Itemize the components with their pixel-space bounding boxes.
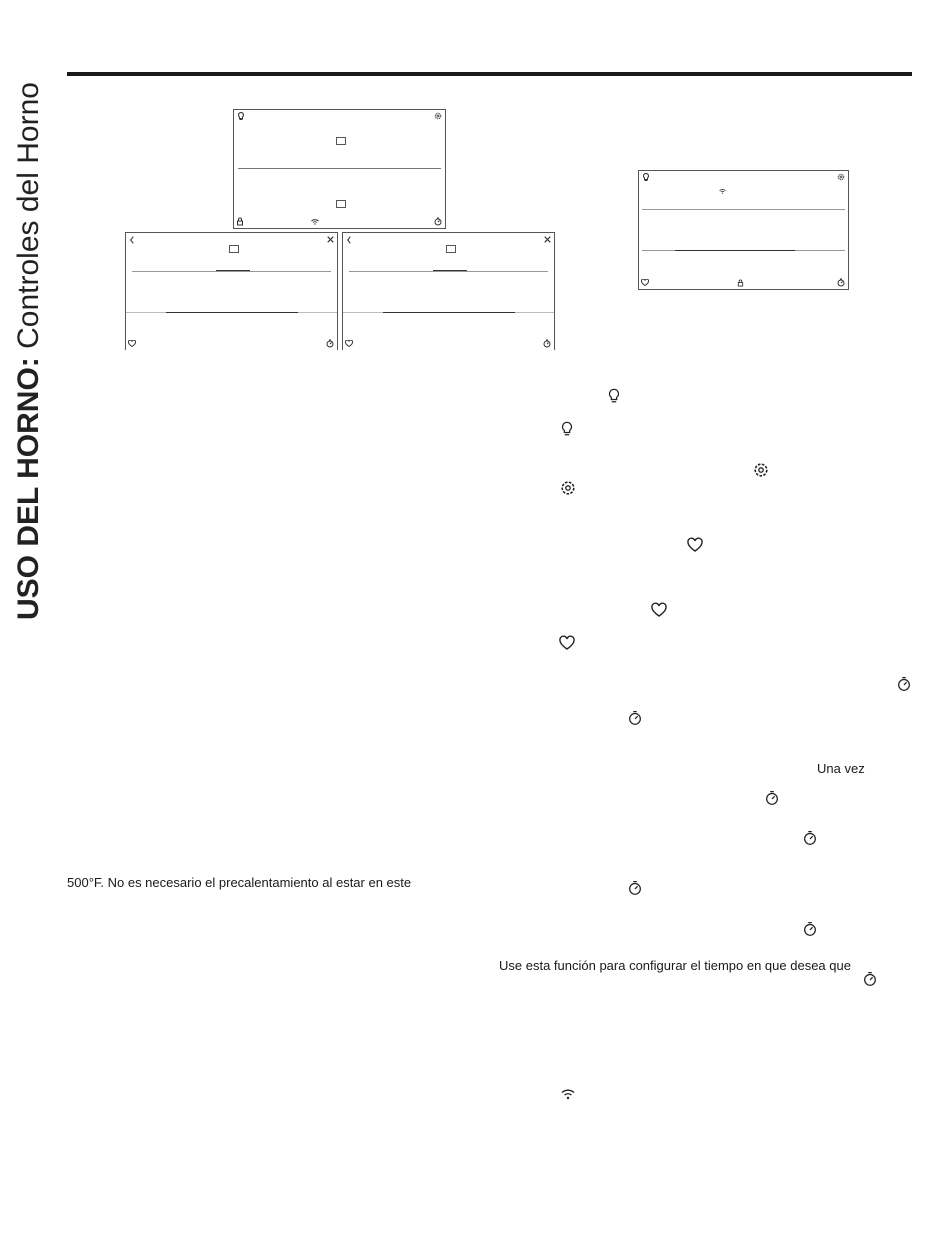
timer-icon: [802, 830, 818, 846]
lightbulb-icon: [606, 388, 622, 404]
lightbulb-icon[interactable]: [237, 112, 245, 121]
wifi-icon: [560, 1086, 576, 1102]
lightbulb-icon: [559, 421, 575, 437]
timer-icon[interactable]: [326, 339, 334, 348]
upper-oven-icon[interactable]: [336, 137, 346, 145]
screen-lower-oven: [342, 232, 555, 350]
divider: [238, 168, 441, 169]
slider-track[interactable]: [383, 312, 515, 313]
timer-icon: [896, 676, 912, 692]
heart-icon[interactable]: [641, 279, 649, 286]
timer-icon: [764, 790, 780, 806]
gear-icon[interactable]: [434, 112, 442, 120]
gear-icon[interactable]: [837, 173, 845, 181]
heart-icon: [687, 537, 703, 553]
timer-icon: [627, 710, 643, 726]
screen-single-oven: [638, 170, 849, 290]
screen-upper-oven: [125, 232, 338, 350]
section-title: [12, 82, 46, 620]
section-title-regular: Controles del Horno: [12, 82, 45, 349]
lower-oven-icon: [446, 245, 456, 253]
divider: [132, 271, 331, 272]
section-title-bold: USO DEL HORNO:: [12, 357, 45, 620]
timer-icon[interactable]: [434, 217, 442, 226]
una-vez-text: Una vez: [817, 761, 865, 776]
upper-oven-icon: [229, 245, 239, 253]
slider-track[interactable]: [675, 250, 795, 251]
use-esta-text: Use esta función para configurar el tiempo en que desea que: [499, 958, 851, 973]
divider: [642, 209, 845, 210]
gear-icon: [560, 480, 576, 496]
chevron-left-icon[interactable]: [346, 236, 352, 244]
timer-icon: [627, 880, 643, 896]
timer-icon[interactable]: [543, 339, 551, 348]
header-rule: [67, 72, 912, 76]
screen-home-double-oven: [233, 109, 446, 229]
chevron-left-icon[interactable]: [129, 236, 135, 244]
heart-icon: [559, 635, 575, 651]
wifi-icon[interactable]: [719, 189, 726, 194]
close-icon[interactable]: [327, 236, 334, 243]
gear-icon: [753, 462, 769, 478]
wifi-icon[interactable]: [311, 219, 319, 225]
lightbulb-icon[interactable]: [642, 173, 650, 182]
lower-oven-icon[interactable]: [336, 200, 346, 208]
left-body-line: 500°F. No es necesario el precalentamiento al estar en este: [67, 875, 412, 890]
heart-icon[interactable]: [345, 340, 353, 347]
slider-track[interactable]: [166, 312, 298, 313]
divider: [349, 271, 548, 272]
lock-icon[interactable]: [737, 279, 744, 287]
heart-icon: [651, 602, 667, 618]
close-icon[interactable]: [544, 236, 551, 243]
heart-icon[interactable]: [128, 340, 136, 347]
lock-icon[interactable]: [236, 217, 244, 226]
timer-icon: [862, 971, 878, 987]
timer-icon[interactable]: [837, 278, 845, 287]
timer-icon: [802, 921, 818, 937]
